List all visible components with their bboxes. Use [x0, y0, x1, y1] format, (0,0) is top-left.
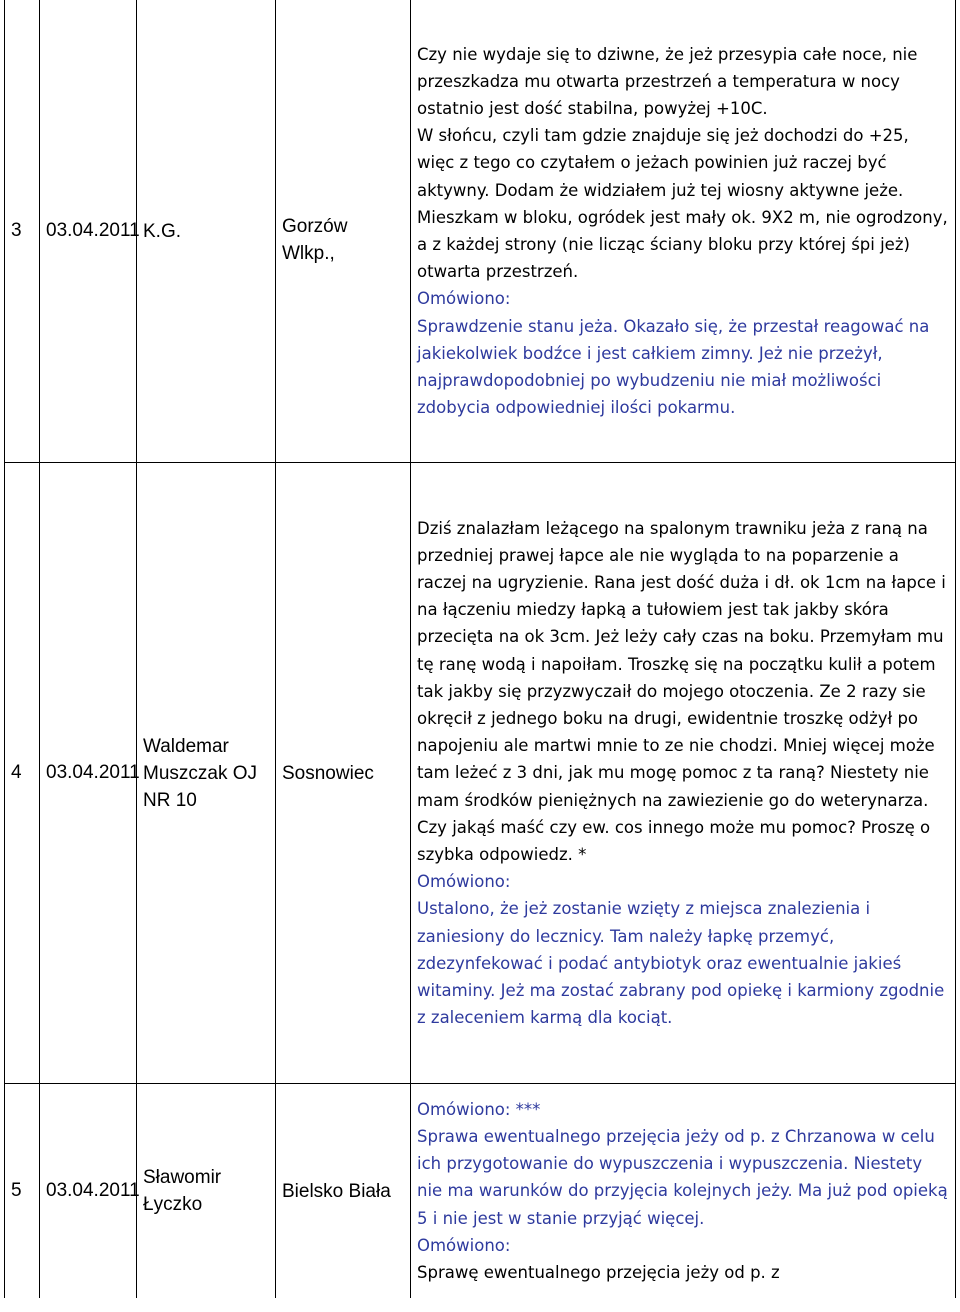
entry-number: 3	[5, 0, 40, 463]
discussed-text: Sprawa ewentualnego przejęcia jeży od p. z Chrzanowa w celu ich przygotowanie do wypuszczenia i wypuszczenia. Niestety nie ma warunków do przyjęcia kolejnych jeży. Ma już pod opieką 5 i nie jest w stanie przyjąć więcej.	[417, 1126, 948, 1228]
entry-date: 03.04.2011	[40, 463, 137, 1084]
discussed-label: Omówiono:	[417, 872, 511, 892]
table-row	[5, 0, 956, 463]
table-row	[5, 463, 956, 1084]
discussed-label: Omówiono:	[417, 289, 511, 309]
discussed-label: Omówiono: ***	[417, 1099, 541, 1119]
entry-place: Bielsko Biała	[276, 1084, 411, 1299]
table-row	[5, 1084, 956, 1299]
description-paragraph: Sprawę ewentualnego przejęcia jeży od p. z	[417, 1263, 780, 1282]
description-paragraph: Mieszkam w bloku, ogródek jest mały ok. 9X2 m, nie ogrodzony, a z każdej strony (nie licząc ściany bloku przy której śpi jeż) otwarta przestrzeń.	[417, 207, 948, 282]
description-paragraph: Czy nie wydaje się to dziwne, że jeż przesypia całe noce, nie przeszkadza mu otwarta przestrzeń a temperatura w nocy ostatnio jest dość stabilna, powyżej +10C.	[417, 44, 918, 118]
entry-place: Gorzów Wlkp.,	[276, 0, 411, 463]
entry-description	[411, 463, 956, 1084]
discussed-label: Omówiono:	[417, 1235, 511, 1255]
discussed-text: Ustalono, że jeż zostanie wzięty z miejsca znalezienia i zaniesiony do lecznicy. Tam należy łapkę przemyć, zdezynfekować i podać antybiotyk oraz ewentualnie jakieś witaminy. Jeż ma zostać zabrany pod opiekę i karmiony zgodnie z zaleceniem karmą dla kociąt.	[417, 899, 945, 1028]
entry-number: 4	[5, 463, 40, 1084]
entry-person: K.G.	[137, 0, 276, 463]
description-paragraph: Dziś znalazłam leżącego na spalonym trawniku jeża z raną na przedniej prawej łapce ale nie wygląda to na poparzenie a raczej na ugryzienie. Rana jest dość duża i dł. ok 1cm na łapce i na łączeniu miedzy łapką a tułowiem jest tak jakby skóra przecięta na ok 3cm. Jeż leży cały czas na boku. Przemyłam mu tę ranę wodą i napoiłam. Troszkę się na początku kulił a potem tak jakby się przyzwyczaił do mojego otoczenia. Ze 2 razy sie okręcił z jednego boku na drugi, ewidentnie troszkę odżył po napojeniu ale martwi mnie to ze nie chodzi. Mniej więcej może tam leżeć z 3 dni, jak mu mogę pomoc z ta raną? Niestety nie mam środków pieniężnych na zawiezienie go do weterynarza. Czy jakąś maść czy ew. cos innego może mu pomoc? Proszę o szybka odpowiedz. *	[417, 518, 946, 864]
entry-date: 03.04.2011	[40, 0, 137, 463]
entry-date: 03.04.2011	[40, 1084, 137, 1299]
entry-place: Sosnowiec	[276, 463, 411, 1084]
description-paragraph: W słońcu, czyli tam gdzie znajduje się jeż dochodzi do +25, więc z tego co czytałem o jeżach powinien już raczej być aktywny. Dodam że widziałem już tej wiosny aktywne jeże.	[417, 126, 909, 200]
entry-number: 5	[5, 1084, 40, 1299]
entry-person: Waldemar Muszczak OJ NR 10	[137, 463, 276, 1084]
entry-description	[411, 1084, 956, 1299]
entry-person: Sławomir Łyczko	[137, 1084, 276, 1299]
consultation-log-table	[4, 0, 956, 1298]
entry-description	[411, 0, 956, 463]
discussed-text: Sprawdzenie stanu jeża. Okazało się, że przestał reagować na jakiekolwiek bodźce i jest całkiem zimny. Jeż nie przeżył, najprawdopodobniej po wybudzeniu nie miał możliwości zdobycia odpowiedniej ilości pokarmu.	[417, 316, 930, 418]
